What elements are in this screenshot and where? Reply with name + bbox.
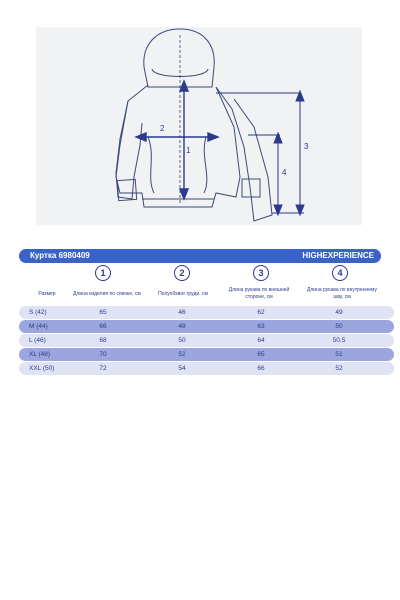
measure-4-label: 4 [282,168,287,177]
value-cell: 70 [99,351,107,358]
table-header-bar [19,249,381,263]
table-row [19,320,394,333]
value-cell: 65 [99,309,107,316]
measure-2-label: 2 [160,124,165,133]
size-cell: L (46) [29,337,46,344]
value-cell: 65 [257,351,265,358]
value-cell: 52 [178,351,186,358]
column-number-1: 1 [95,265,111,281]
value-cell: 51 [335,351,343,358]
column-number-4: 4 [332,265,348,281]
value-cell: 50.5 [332,337,346,344]
column-number-2: 2 [174,265,190,281]
table-row [19,334,394,347]
figure-background [36,27,362,225]
size-cell: S (42) [29,309,47,316]
column-header-4: Длина рукава по внутреннему шву, см [306,287,378,300]
value-cell: 62 [257,309,265,316]
column-number-3: 3 [253,265,269,281]
value-cell: 49 [335,309,343,316]
value-cell: 68 [99,337,107,344]
value-cell: 46 [178,309,186,316]
size-cell: XXL (50) [29,365,55,372]
value-cell: 66 [99,323,107,330]
value-cell: 50 [178,337,186,344]
table-row [19,306,394,319]
value-cell: 54 [178,365,186,372]
measure-1-label: 1 [186,146,191,155]
value-cell: 48 [178,323,186,330]
column-header-2: Полуобхват груди, см [158,291,208,297]
size-column-header: Размер [38,291,56,297]
table-row [19,348,394,361]
value-cell: 63 [257,323,265,330]
size-cell: M (44) [29,323,48,330]
brand-name: HIGHEXPERIENCE [302,251,374,260]
value-cell: 64 [257,337,265,344]
table-row [19,362,394,375]
size-cell: XL (48) [29,351,51,358]
value-cell: 52 [335,365,343,372]
measure-3-label: 3 [304,142,309,151]
value-cell: 66 [257,365,265,372]
product-title: Куртка 6980409 [30,251,90,260]
column-header-1: Длина изделия по спинке, см [73,291,141,297]
jacket-measurement-diagram [36,27,362,225]
value-cell: 50 [335,323,343,330]
column-header-3: Длина рукава по внешней стороне, см [228,287,290,300]
value-cell: 72 [99,365,107,372]
